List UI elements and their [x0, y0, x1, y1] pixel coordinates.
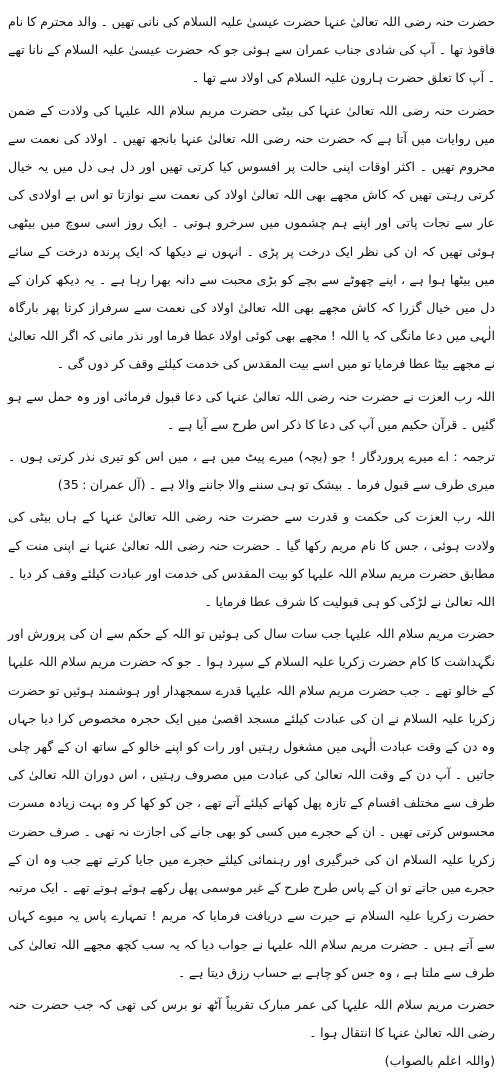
paragraph-prayer-story: حضرت حنہ رضی اللہ تعالیٰ عنہا کی بیٹی حضرت مریم سلام اللہ علیہا کی ولادت کے ضمن میں روایات میں آتا ہے کہ حضرت حنہ رضی اللہ تعالیٰ عنہا بانجھ تھیں ۔ اولاد کی نعمت سے محروم تھیں ۔ اکثر اوقات اپنی حالت پر افسوس کیا کرتی تھیں اور دل ہی دل میں یہ خیال کرتی رہتی تھیں کہ کاش مجھے بھی اللہ تعالیٰ اولاد کی نعمت سے نوازتا تو اس بے اولادی کی عار سے نجات پاتی اور اپنے ہم چشموں میں سرخرو ہوتی ۔ ایک روز اسی سوچ میں بیٹھی ہوئی تھیں کہ ان کی نظر ایک درخت پر پڑی ۔ انہوں نے دیکھا کہ ایک پرندہ درخت کے سائے میں بیٹھا ہوا ہے ، اپنے چھوٹے سے بچے کو بڑی محبت سے دانہ بھرا رہا ہے ۔ یہ دیکھ کران کے دل میں خیال گزرا کہ کاش مجھے بھی اللہ تعالیٰ اولاد کی نعمت سے سرفراز کرتا پھر بارگاہ الٰہی میں دعا مانگی کہ یا اللہ ! مجھے بھی کوئی اولاد عطا فرما اور نذر مانی کہ اگر اللہ تعالیٰ نے مجھے بیٹا عطا فرمایا تو میں اسے بیت المقدس کی خدمت کیلئے وقف کر دوں گی ۔ [8, 102, 495, 372]
closing-phrase: (واللہ اعلم بالصواب) [384, 1053, 495, 1069]
paragraph-prayer-accepted: اللہ رب العزت نے حضرت حنہ رضی اللہ تعالیٰ عنہا کی دعا قبول فرمائی اور وہ حمل سے ہو گئیں ۔ قرآن حکیم میں آپ کی دعا کا ذکر اس طرح سے آیا ہے ۔ [8, 388, 495, 432]
paragraph-passing: حضرت مریم سلام اللہ علیہا کی عمر مبارک تقریباً آٹھ نو برس کی تھی کہ جب حضرت حنہ رضی اللہ تعالیٰ عنہا کا انتقال ہوا ۔ [8, 996, 495, 1041]
paragraph-birth-of-maryam: اللہ رب العزت کی حکمت و قدرت سے حضرت حنہ رضی اللہ تعالیٰ عنہا کے ہاں بیٹی کی ولادت ہوئی ، جس کا نام مریم رکھا گیا ۔ حضرت حنہ رضی اللہ تعالیٰ عنہا نے اپنی منت کے مطابق حضرت مریم سلام اللہ علیہا کو بیت المقدس کی خدمت اور عبادت کیلئے وقف کر دیا ۔ اللہ تعالیٰ نے لڑکی کو ہی قبولیت کا شرف عطا فرمایا ۔ [8, 509, 495, 610]
paragraph-lineage: حضرت حنہ رضی اللہ تعالیٰ عنہا حضرت عیسیٰ علیہ السلام کی نانی تھیں ۔ والد محترم کا نام فاقوذ تھا ۔ آپ کی شادی جناب عمران سے ہوئی جو کہ حضرت عیسیٰ علیہ السلام کے نانا تھے ۔ آپ کا تعلق حضرت ہارون علیہ السلام کی اولاد سے تھا ۔ [8, 14, 495, 86]
paragraph-guardianship: حضرت مریم سلام اللہ علیہا جب سات سال کی ہوئیں تو اللہ کے حکم سے ان کی پرورش اور نگہداشت کا کام حضرت زکریا علیہ السلام کے سپرد ہوا ۔ جو کہ حضرت مریم سلام اللہ علیہا کے خالو تھے ۔ جب حضرت مریم سلام اللہ علیہا قدرے سمجھدار اور ہوشمند ہوئیں تو حضرت زکریا علیہ السلام نے ان کی عبادت کیلئے مسجد اقصیٰ میں ایک حجرہ مخصوص کرا دیا جہاں وہ دن کے وقت عبادت الٰہی میں مشغول رہتیں اور رات کو اپنے خالو کے ساتھ ان کے گھر چلی جاتیں ۔ آپ دن کے وقت اللہ تعالیٰ کی عبادت میں مصروف رہتیں ، اس دوران اللہ تعالیٰ کی طرف سے مختلف اقسام کے تازہ پھل کھانے کیلئے آتے تھے ، جن کو کھا کر وہ بہت زیادہ مسرت محسوس کرتی تھیں ۔ ان کے حجرے میں کسی کو بھی جانے کی اجازت نہ تھی ۔ صرف حضرت زکریا علیہ السلام ان کی خبرگیری اور رہنمائی کیلئے حجرے میں جایا کرتے تھے جب وہ ان کے حجرے میں جاتے تو ان کے پاس طرح طرح کے غیر موسمی پھل رکھے ہوئے ہوتے تھے ۔ ایک مرتبہ حضرت زکریا علیہ السلام نے حیرت سے دریافت فرمایا کہ مریم ! تمہارے پاس یہ میوے کہاں سے آتے ہیں ۔ حضرت مریم سلام اللہ علیہا نے جواب دیا کہ یہ سب کچھ مجھے اللہ تعالیٰ کی طرف سے ملتا ہے ، وہ جس کو چاہے بے حساب رزق دیتا ہے ۔ [8, 626, 495, 980]
paragraph-quran-translation: ترجمہ : اے میرے پروردگار ! جو (بچہ) میرے پیٹ میں ہے ، میں اس کو تیری نذر کرتی ہوں ۔ میری طرف سے قبول فرما ۔ بیشک تو ہی سننے والا جاننے والا ہے ۔ (آل عمران : 35) [8, 449, 495, 493]
